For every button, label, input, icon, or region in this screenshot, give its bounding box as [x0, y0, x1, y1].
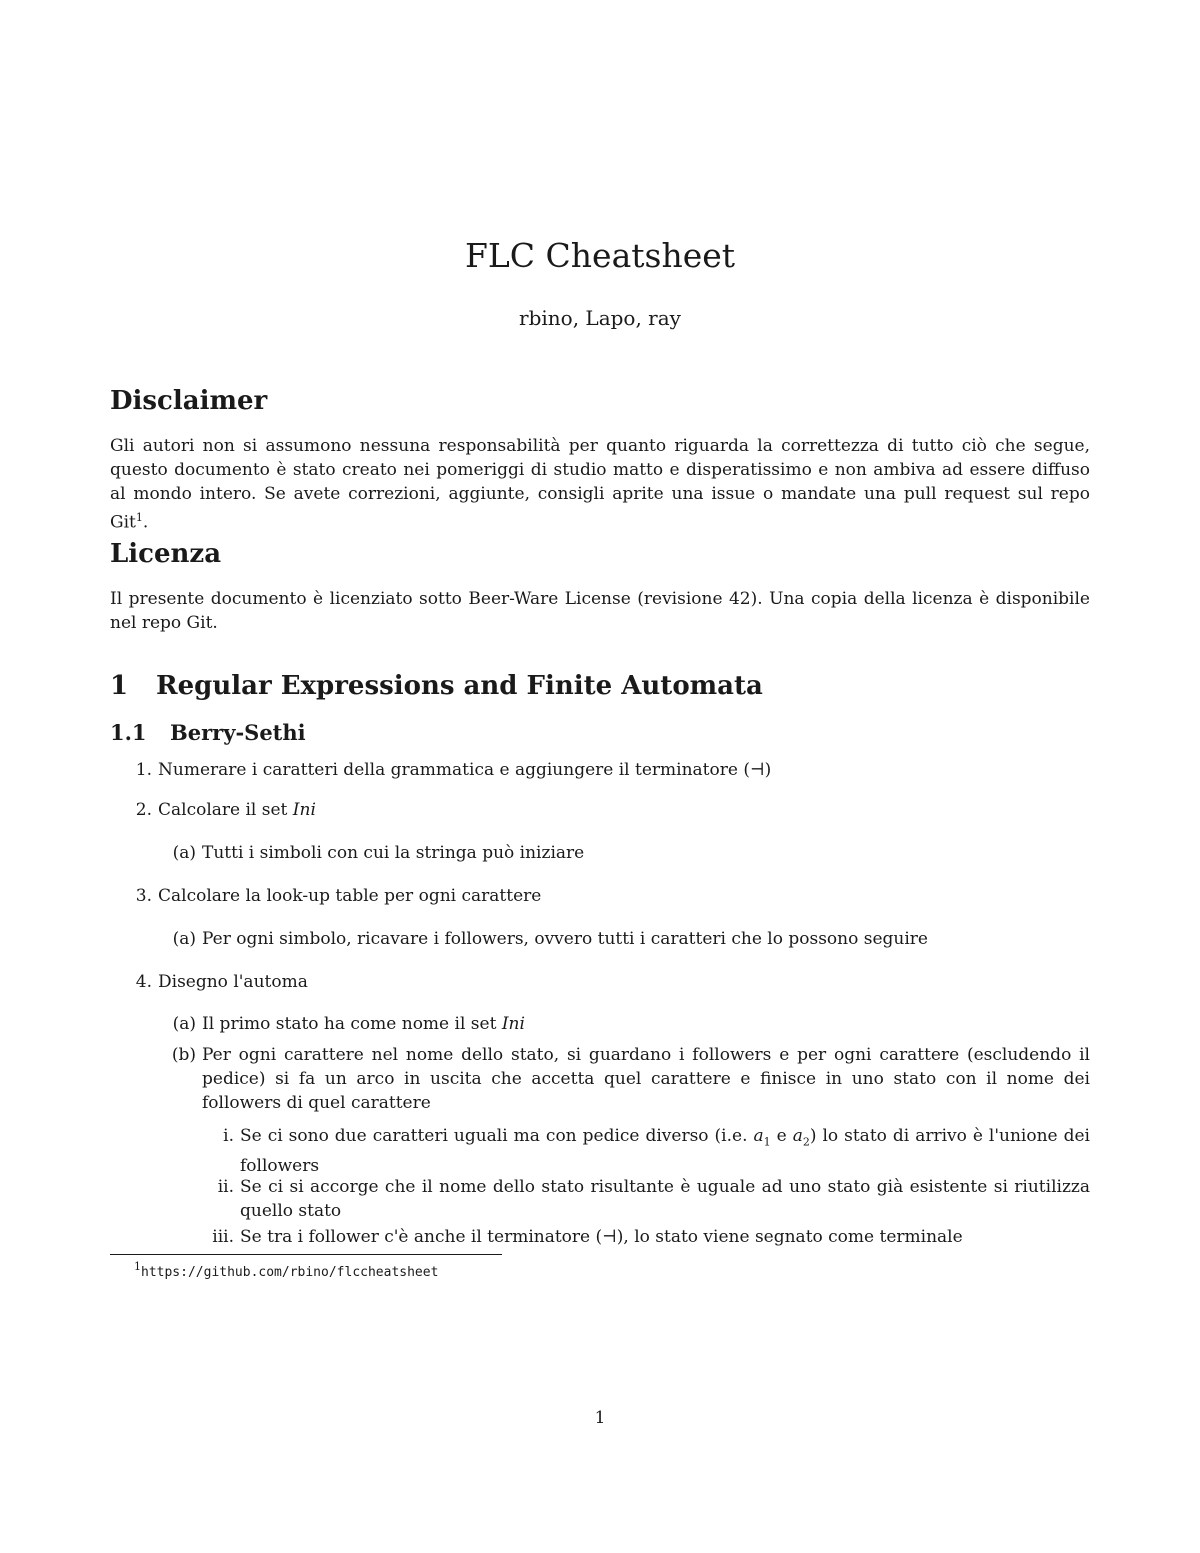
list-item	[172, 927, 1090, 951]
disclaimer-paragraph	[110, 434, 1090, 535]
list-item-text: Calcolare la look-up table per ogni carattere	[158, 886, 542, 906]
list-marker: 1.	[135, 760, 152, 780]
list-item-text: e	[770, 1126, 793, 1146]
footnote-rule	[110, 1254, 502, 1255]
list-item-text: ) lo stato di arrivo è l'unione dei followers	[240, 1126, 1090, 1177]
disclaimer-text: Gli autori non si assumono nessuna responsabilità per quanto riguarda la correttezza di tutto ciò che segue, questo documento è stato creato nei pomeriggi di studio matto e disperatissimo e non ambiva ad essere diffuso al mondo intero. Se avete correzioni, aggiunte, consigli aprite una issue o mandate una pull request sul repo Git	[110, 436, 1090, 533]
footnote	[134, 1260, 438, 1280]
subsection-number: 1.1	[110, 720, 147, 745]
list-item-text: Se ci sono due caratteri uguali ma con pedice diverso (i.e.	[240, 1126, 754, 1146]
list-item-text: Numerare i caratteri della grammatica e aggiungere il terminatore (⊣)	[158, 760, 772, 780]
list-item-text: Disegno l'automa	[158, 972, 308, 992]
list-marker: 4.	[135, 972, 152, 992]
list-marker: (a)	[172, 843, 196, 863]
list-item	[217, 1175, 1090, 1223]
list-item	[135, 884, 1090, 908]
math-a1: a	[753, 1126, 764, 1146]
subsection-title: Berry-Sethi	[170, 720, 306, 745]
subsection-heading	[110, 720, 306, 745]
list-item	[223, 1124, 1090, 1178]
section-heading	[110, 671, 763, 701]
document-authors: rbino, Lapo, ray	[519, 306, 681, 330]
list-item-text: Tutti i simboli con cui la stringa può iniziare	[202, 843, 585, 863]
list-item-text: Per ogni simbolo, ricavare i followers, ovvero tutti i caratteri che lo possono seguire	[202, 929, 928, 949]
section-number: 1	[110, 671, 129, 701]
list-item	[171, 1043, 1090, 1115]
license-heading: Licenza	[110, 539, 222, 569]
disclaimer-heading: Disclaimer	[110, 386, 268, 416]
list-marker: (a)	[172, 929, 196, 949]
math-ini: Ini	[501, 1014, 525, 1034]
math-a2: a	[792, 1126, 803, 1146]
list-item-text: Se ci si accorge che il nome dello stato risultante è uguale ad uno stato già esistente si riutilizza quello stato	[240, 1177, 1090, 1221]
list-item-text: Per ogni carattere nel nome dello stato, si guardano i followers e per ogni carattere (escludendo il pedice) si fa un arco in uscita che accetta quel carattere e finisce in uno stato con il nome dei followers di quel carattere	[202, 1045, 1090, 1113]
list-item	[135, 798, 1090, 822]
list-marker: 3.	[135, 886, 152, 906]
list-item	[135, 970, 1090, 994]
list-item-text: Il primo stato ha come nome il set	[202, 1014, 502, 1034]
list-item	[135, 758, 1090, 782]
list-marker: (a)	[172, 1014, 196, 1034]
footnote-mark: 1	[134, 1260, 141, 1273]
document-title: FLC Cheatsheet	[464, 236, 736, 275]
footnote-url[interactable]: https://github.com/rbino/flccheatsheet	[141, 1265, 439, 1280]
list-item-text: Calcolare il set	[158, 800, 293, 820]
math-sub-1: 1	[763, 1135, 771, 1149]
footnote-ref[interactable]: 1	[135, 511, 143, 524]
list-item-text: Se tra i follower c'è anche il terminatore (⊣), lo stato viene segnato come terminale	[240, 1227, 963, 1247]
list-item	[172, 841, 1090, 865]
page-number: 1	[594, 1408, 606, 1428]
list-item	[172, 1012, 1090, 1036]
disclaimer-text-end: .	[142, 512, 149, 533]
list-marker: 2.	[135, 800, 152, 820]
list-item	[212, 1225, 1090, 1249]
list-marker: ii.	[217, 1177, 234, 1197]
list-marker: (b)	[171, 1045, 196, 1065]
license-paragraph: Il presente documento è licenziato sotto Beer-Ware License (revisione 42). Una copia della licenza è disponibile nel repo Git.	[110, 589, 1090, 633]
list-marker: iii.	[212, 1227, 234, 1247]
section-title: Regular Expressions and Finite Automata	[156, 671, 763, 701]
math-sub-2: 2	[802, 1135, 810, 1149]
math-ini: Ini	[292, 800, 316, 820]
list-marker: i.	[223, 1126, 234, 1146]
